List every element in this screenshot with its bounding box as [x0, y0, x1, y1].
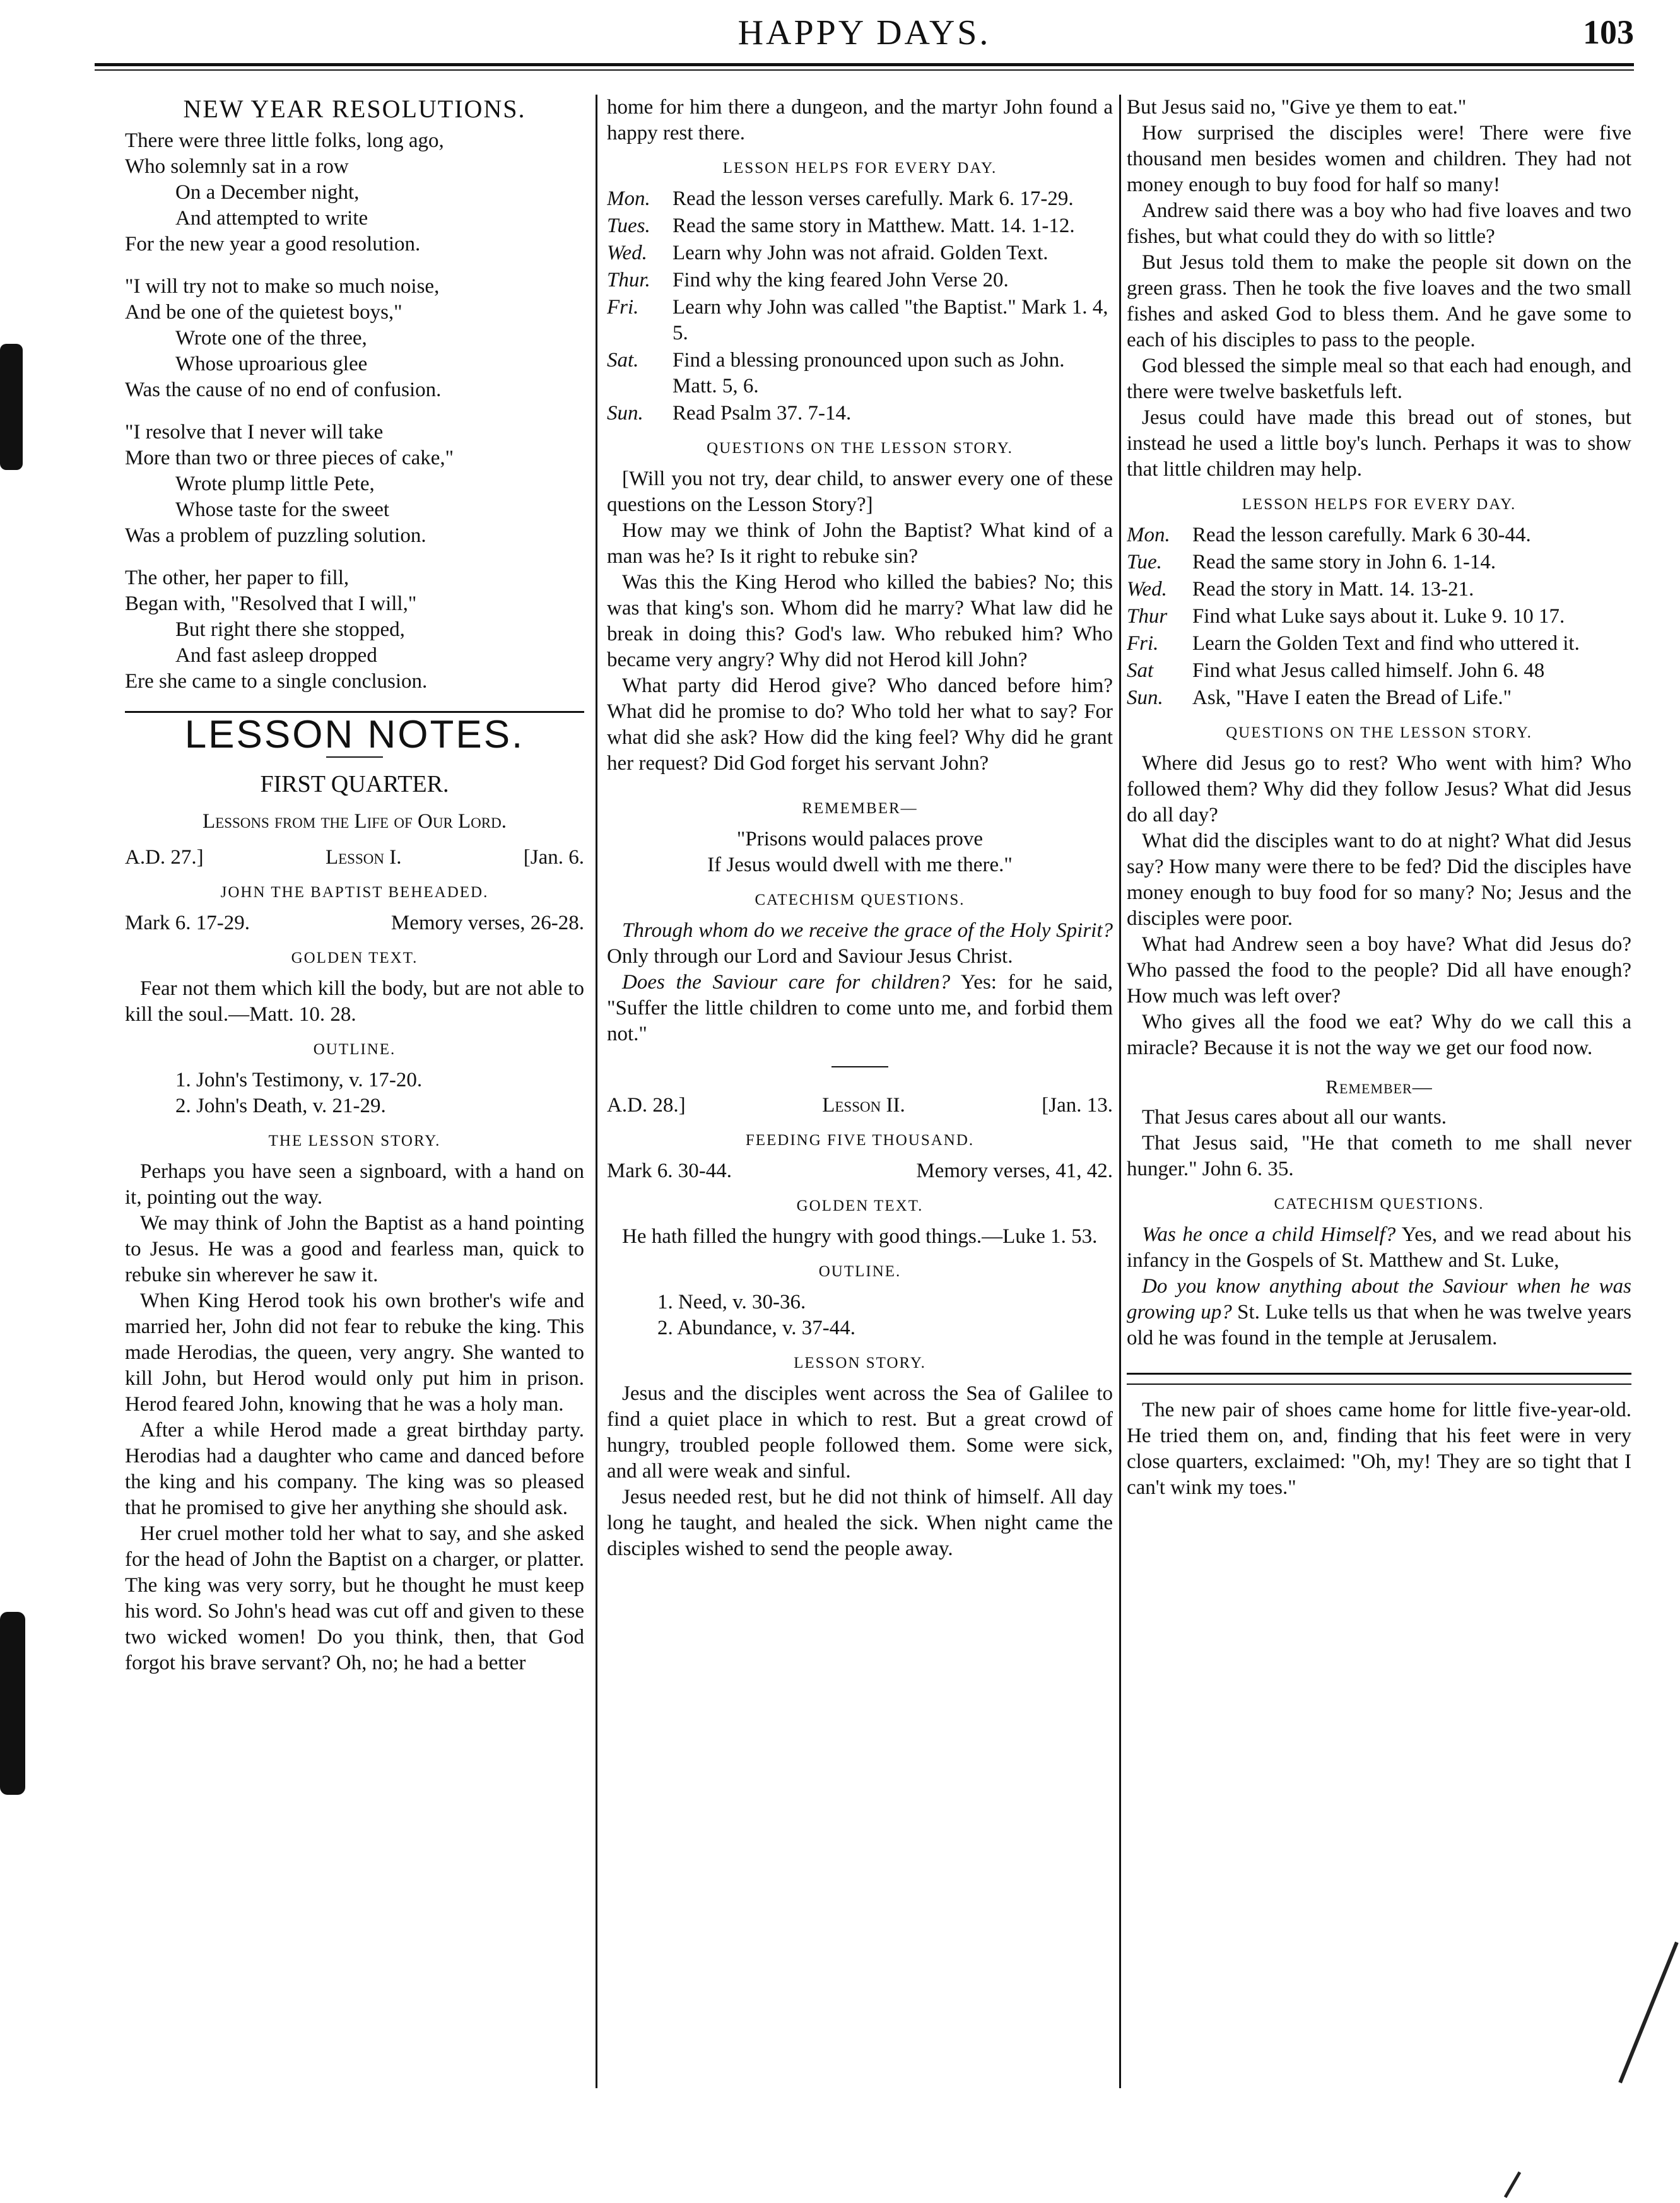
- story-paragraph: When King Herod took his own brother's wife and married her, John did not fear to rebuke the king. This made Herodias, the queen, very angry. She wanted to kill John, but Herod would only put him in prison. Herod feared John, knowing that he was a holy man.: [125, 1289, 584, 1416]
- story-paragraph: Perhaps you have seen a signboard, with a hand on it, pointing out the way.: [125, 1160, 584, 1209]
- outline-item: 2. Abundance, v. 37-44.: [657, 1317, 856, 1339]
- lesson-2-ref-line: [607, 1158, 1113, 1184]
- poem: [125, 128, 584, 695]
- daily-help-row: [607, 213, 1113, 239]
- day-task: Ask, "Have I eaten the Bread of Life.": [1192, 686, 1512, 709]
- anecdote: The new pair of shoes came home for little five-year-old. He tried them on, and, finding that his feet were in very close quarters, exclaimed: "Oh, my! They are so tight that I can't wink my toes.": [1127, 1399, 1631, 1499]
- day-label: Fri.: [1127, 632, 1159, 655]
- poem-line: And be one of the quietest boys,": [125, 301, 402, 324]
- daily-help-row: [607, 401, 1113, 426]
- ink-blot-top: [0, 344, 23, 470]
- daily-help-row: [607, 295, 1113, 346]
- column-right: [1127, 95, 1631, 2094]
- remember-heading: REMEMBER—: [802, 800, 918, 817]
- catechism-answer: Only through our Lord and Saviour Jesus Christ.: [607, 945, 1013, 968]
- lesson-1-title: JOHN THE BAPTIST BEHEADED.: [220, 884, 489, 901]
- day-task: Read the story in Matt. 14. 13-21.: [1192, 578, 1474, 601]
- daily-help-row: [1127, 522, 1631, 548]
- poem-line: The other, her paper to fill,: [125, 567, 350, 589]
- question-paragraph: [Will you not try, dear child, to answer every one of these questions on the Lesson Story?]: [607, 467, 1113, 516]
- section-rule: [1127, 1383, 1631, 1385]
- column-middle: [607, 95, 1113, 2094]
- poem-line: There were three little folks, long ago,: [125, 129, 444, 152]
- day-label: Thur: [1127, 605, 1168, 628]
- remember-line: If Jesus would dwell with me there.": [707, 854, 1013, 876]
- daily-help-row: [1127, 549, 1631, 575]
- poem-stanza: [125, 420, 584, 549]
- helps-heading: LESSON HELPS FOR EVERY DAY.: [1242, 496, 1517, 513]
- day-label: Mon.: [607, 187, 650, 210]
- remember-line: That Jesus cares about all our wants.: [1142, 1106, 1447, 1129]
- day-label: Thur.: [607, 269, 650, 291]
- remember-line: That Jesus said, "He that cometh to me shall never hunger." John 6. 35.: [1127, 1132, 1631, 1180]
- poem-line: Began with, "Resolved that I will,": [125, 592, 417, 615]
- section-rule: [1127, 1373, 1631, 1375]
- questions-heading: QUESTIONS ON THE LESSON STORY.: [707, 440, 1013, 457]
- poem-line: "I will try not to make so much noise,: [125, 275, 440, 298]
- poem-line: Was the cause of no end of confusion.: [125, 379, 442, 401]
- series-heading: Lessons from the Life of Our Lord.: [202, 810, 507, 833]
- day-task: Learn the Golden Text and find who uttered it.: [1192, 632, 1580, 655]
- day-label: Sat: [1127, 659, 1154, 682]
- question-paragraph: Was this the King Herod who killed the babies? No; this was that king's son. Whom did he marry? What law did he break in doing this? God's law. Who rebuked him? Who became very angry? Why did not Herod kill John?: [607, 571, 1113, 671]
- lesson-notes-heading: LESSON NOTES.: [184, 713, 525, 756]
- outline-heading: OUTLINE.: [313, 1041, 396, 1058]
- short-rule: [831, 1066, 888, 1067]
- catechism-2: [1127, 1274, 1631, 1351]
- day-label: Mon.: [1127, 524, 1170, 546]
- day-label: Wed.: [1127, 578, 1167, 601]
- daily-helps: [607, 186, 1113, 426]
- lesson-2-number: Lesson II.: [822, 1094, 905, 1117]
- day-label: Tues.: [607, 214, 650, 237]
- story-paragraph: Jesus could have made this bread out of stones, but instead he used a little boy's lunch. Perhaps it was to show that little children may help.: [1127, 406, 1631, 481]
- lesson-2-date: [Jan. 13.: [1042, 1094, 1113, 1117]
- day-task: Find why the king feared John Verse 20.: [673, 269, 1009, 291]
- poem-line: Wrote plump little Pete,: [175, 473, 375, 495]
- lesson-1-line: [125, 845, 584, 871]
- questions-heading: QUESTIONS ON THE LESSON STORY.: [1226, 724, 1532, 741]
- daily-help-row: [1127, 685, 1631, 711]
- day-label: Fri.: [607, 296, 639, 319]
- catechism-question: Do you know anything about the Saviour when he was growing up?: [1127, 1275, 1631, 1324]
- day-task: Find a blessing pronounced upon such as John. Matt. 5, 6.: [673, 349, 1065, 397]
- day-task: Read the lesson verses carefully. Mark 6. 17-29.: [673, 187, 1074, 210]
- daily-help-row: [607, 186, 1113, 212]
- golden-text-heading: GOLDEN TEXT.: [796, 1197, 924, 1214]
- question-paragraph: What party did Herod give? Who danced before him? What did he promise to do? Who told her what to say? For what did she ask? How did the king feel? Why did he grant her request? Did God forget his servant John?: [607, 674, 1113, 775]
- story-paragraph: But Jesus told them to make the people sit down on the green grass. Then he took the five loaves and the two small fishes and asked God to bless them. And he gave some to each of his disciples to pass to the people.: [1127, 251, 1631, 351]
- daily-help-row: [1127, 658, 1631, 684]
- lesson-1-year: A.D. 27.]: [125, 846, 204, 869]
- catechism-1: [1127, 1222, 1631, 1274]
- poem-stanza: [125, 274, 584, 403]
- catechism-answer: St. Luke tells us that when he was twelve years old he was found in the temple at Jerusalem.: [1127, 1301, 1631, 1349]
- story-paragraph: Her cruel mother told her what to say, and she asked for the head of John the Baptist on a charger, or platter. The king was very sorry, but he thought he must keep his word. So John's head was cut off and given to these two wicked women! Do you think, then, that God forgot his brave servant? Oh, no; he had a better: [125, 1522, 584, 1674]
- golden-text: He hath filled the hungry with good things.—Luke 1. 53.: [622, 1225, 1098, 1248]
- lesson-2-memory: Memory verses, 41, 42.: [916, 1160, 1113, 1182]
- lesson-1-ref-line: [125, 910, 584, 936]
- story-heading: THE LESSON STORY.: [268, 1132, 441, 1149]
- poem-title: NEW YEAR RESOLUTIONS.: [183, 95, 526, 123]
- story-paragraph: God blessed the simple meal so that each had enough, and there were twelve basketfuls left.: [1127, 355, 1631, 403]
- catechism-answer: Yes: for he said, "Suffer the little children to come unto me, and forbid them not.": [607, 971, 1113, 1045]
- ink-blot-bottom: [0, 1612, 25, 1795]
- daily-help-row: [1127, 631, 1631, 657]
- day-task: Find what Luke says about it. Luke 9. 10 17.: [1192, 605, 1565, 628]
- column-left: [125, 95, 584, 2094]
- day-task: Read the lesson carefully. Mark 6 30-44.: [1192, 524, 1531, 546]
- remember-line: "Prisons would palaces prove: [736, 828, 984, 850]
- question-paragraph: Where did Jesus go to rest? Who went with him? Who followed them? Why did they follow Jesus? What did Jesus do all day?: [1127, 752, 1631, 826]
- daily-helps: [1127, 522, 1631, 711]
- story-paragraph: Jesus needed rest, but he did not think of himself. All day long he taught, and healed the sick. When night came the disciples wished to send the people away.: [607, 1486, 1113, 1560]
- outline-heading: OUTLINE.: [818, 1263, 902, 1280]
- question-paragraph: What had Andrew seen a boy have? What did Jesus do? Who passed the food to the people? Did all have enough? How much was left over?: [1127, 933, 1631, 1008]
- column-rule-1: [596, 95, 597, 2088]
- day-task: Find what Jesus called himself. John 6. 48: [1192, 659, 1545, 682]
- catechism-question: Through whom do we receive the grace of the Holy Spirit?: [622, 919, 1113, 942]
- daily-help-row: [1127, 604, 1631, 630]
- day-task: Read the same story in Matthew. Matt. 14. 1-12.: [673, 214, 1075, 237]
- lesson-2-year: A.D. 28.]: [607, 1094, 686, 1117]
- story-continuation: home for him there a dungeon, and the martyr John found a happy rest there.: [607, 96, 1113, 144]
- story-paragraph: How surprised the disciples were! There were five thousand men besides women and children. They had not money enough to buy food for half so many!: [1127, 122, 1631, 196]
- story-paragraph: We may think of John the Baptist as a hand pointing to Jesus. He was a good and fearless man, quick to rebuke sin wherever he saw it.: [125, 1212, 584, 1286]
- day-label: Sun.: [1127, 686, 1163, 709]
- story-paragraph: Jesus and the disciples went across the Sea of Galilee to find a quiet place in which to rest. But a great crowd of hungry, troubled people followed them. Some were sick, and all were weak and sinful.: [607, 1382, 1113, 1483]
- daily-help-row: [607, 240, 1113, 266]
- catechism-question: Does the Saviour care for children?: [622, 971, 951, 994]
- lesson-2-reference: Mark 6. 30-44.: [607, 1160, 732, 1182]
- page-number: 103: [1583, 13, 1634, 51]
- outline-item: 1. Need, v. 30-36.: [657, 1291, 806, 1313]
- poem-line: Wrote one of the three,: [175, 327, 367, 350]
- poem-line: But right there she stopped,: [175, 618, 405, 641]
- poem-stanza: [125, 128, 584, 257]
- day-task: Read Psalm 37. 7-14.: [673, 402, 852, 425]
- golden-text-heading: GOLDEN TEXT.: [291, 949, 418, 966]
- catechism-1: [607, 918, 1113, 970]
- poem-line: Ere she came to a single conclusion.: [125, 670, 428, 693]
- day-label: Wed.: [607, 242, 647, 264]
- lesson-1-reference: Mark 6. 17-29.: [125, 912, 250, 934]
- poem-line: Was a problem of puzzling solution.: [125, 524, 426, 547]
- poem-line: "I resolve that I never will take: [125, 421, 384, 444]
- story-paragraph: But Jesus said no, "Give ye them to eat.": [1127, 96, 1467, 119]
- day-task: Learn why John was not afraid. Golden Text.: [673, 242, 1049, 264]
- catechism-heading: CATECHISM QUESTIONS.: [1274, 1195, 1484, 1213]
- lesson-2-line: [607, 1093, 1113, 1119]
- lesson-2-title: FEEDING FIVE THOUSAND.: [745, 1132, 975, 1149]
- short-rule: [326, 756, 383, 758]
- poem-stanza: [125, 565, 584, 695]
- story-heading: LESSON STORY.: [794, 1354, 926, 1372]
- poem-line: Who solemnly sat in a row: [125, 155, 349, 178]
- running-title: HAPPY DAYS.: [737, 13, 991, 52]
- day-task: Learn why John was called "the Baptist." Mark 1. 4, 5.: [673, 296, 1108, 344]
- catechism-2: [607, 970, 1113, 1047]
- catechism-answer: Yes, and we read about his infancy in the Gospels of St. Matthew and St. Luke,: [1127, 1223, 1631, 1272]
- catechism-question: Was he once a child Himself?: [1142, 1223, 1396, 1246]
- story-paragraph: After a while Herod made a great birthday party. Herodias had a daughter who came and danced before the king and his company. The king was so pleased that he promised to give her anything she should ask.: [125, 1419, 584, 1519]
- day-task: Read the same story in John 6. 1-14.: [1192, 551, 1496, 573]
- day-label: Sun.: [607, 402, 643, 425]
- header-rule: [95, 63, 1634, 71]
- day-label: Sat.: [607, 349, 639, 372]
- page-header: [95, 9, 1634, 59]
- story-paragraph: Andrew said there was a boy who had five loaves and two fishes, but what could they do with so little?: [1127, 199, 1631, 248]
- remember-heading: Remember—: [1325, 1076, 1433, 1098]
- daily-help-row: [607, 267, 1113, 293]
- quarter-heading: FIRST QUARTER.: [260, 771, 449, 797]
- outline-item: 2. John's Death, v. 21-29.: [175, 1095, 386, 1117]
- golden-text: Fear not them which kill the body, but are not able to kill the soul.—Matt. 10. 28.: [125, 977, 584, 1026]
- pencil-tick: [1504, 2171, 1521, 2198]
- lesson-1-number: Lesson I.: [325, 846, 402, 869]
- poem-line: Whose uproarious glee: [175, 353, 368, 375]
- poem-line: On a December night,: [175, 181, 360, 204]
- question-paragraph: How may we think of John the Baptist? What kind of a man was he? Is it right to rebuke sin?: [607, 519, 1113, 568]
- poem-line: And attempted to write: [175, 207, 368, 230]
- column-rule-2: [1119, 95, 1121, 2088]
- poem-line: For the new year a good resolution.: [125, 233, 421, 256]
- day-label: Tue.: [1127, 551, 1162, 573]
- lesson-1-date: [Jan. 6.: [523, 846, 584, 869]
- poem-line: Whose taste for the sweet: [175, 498, 390, 521]
- lesson-1-memory: Memory verses, 26-28.: [391, 912, 584, 934]
- helps-heading: LESSON HELPS FOR EVERY DAY.: [722, 160, 997, 177]
- daily-help-row: [607, 348, 1113, 399]
- poem-line: And fast asleep dropped: [175, 644, 377, 667]
- question-paragraph: Who gives all the food we eat? Why do we call this a miracle? Because it is not the way we get our food now.: [1127, 1011, 1631, 1059]
- daily-help-row: [1127, 577, 1631, 602]
- poem-line: More than two or three pieces of cake,": [125, 447, 454, 469]
- outline-item: 1. John's Testimony, v. 17-20.: [175, 1069, 423, 1091]
- question-paragraph: What did the disciples want to do at night? What did Jesus say? How many were there to be fed? Did the disciples have money enough to buy food for so many? No; Jesus and the disciples were poor.: [1127, 830, 1631, 930]
- catechism-heading: CATECHISM QUESTIONS.: [755, 891, 965, 908]
